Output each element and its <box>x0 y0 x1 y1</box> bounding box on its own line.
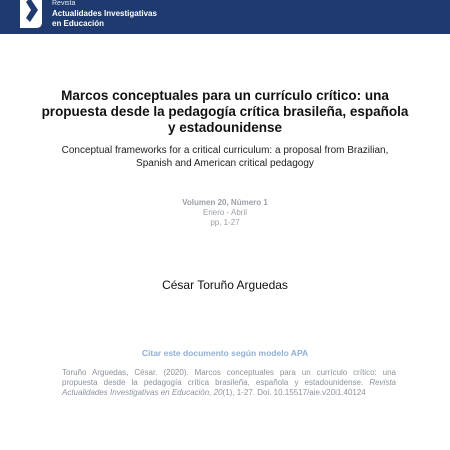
journal-line-2: en Educación <box>52 19 105 28</box>
issue-period: Enero - Abril <box>202 208 248 217</box>
author-name: César Toruño Arguedas <box>162 278 288 292</box>
citation-journal: Revista Actualidades Investigativas en Educación, 20 <box>62 378 396 397</box>
citation-part-2: (1), 1-27. Doi. 10.15517/aie.v20i1.40124 <box>222 388 366 397</box>
article-subtitle: Conceptual frameworks for a critical curriculum: a proposal from Brazilian, Spanish and American critical pedagogy <box>61 145 389 169</box>
citation-part-1: Toruño Arguedas, César. (2020). Marcos conceptuales para un currículo crítico: una propuesta desde la pedagogía crítica brasileña, española y estadounidense. <box>62 368 396 387</box>
journal-header <box>0 0 450 34</box>
journal-line-1: Actualidades Investigativas <box>52 9 157 18</box>
volume-number: Volumen 20, Número 1 <box>182 198 268 207</box>
journal-prefix: Revista <box>52 0 76 7</box>
article-title: Marcos conceptuales para un currículo crítico: una propuesta desde la pedagogía crítica brasileña, española y estadounidense <box>41 88 409 135</box>
citation-text <box>62 368 396 398</box>
page-range: pp. 1-27 <box>210 218 240 227</box>
journal-logo-icon <box>16 0 46 32</box>
citation-heading: Citar este documento según modelo APA <box>141 348 309 358</box>
issue-info <box>100 198 350 228</box>
journal-name <box>52 0 157 29</box>
